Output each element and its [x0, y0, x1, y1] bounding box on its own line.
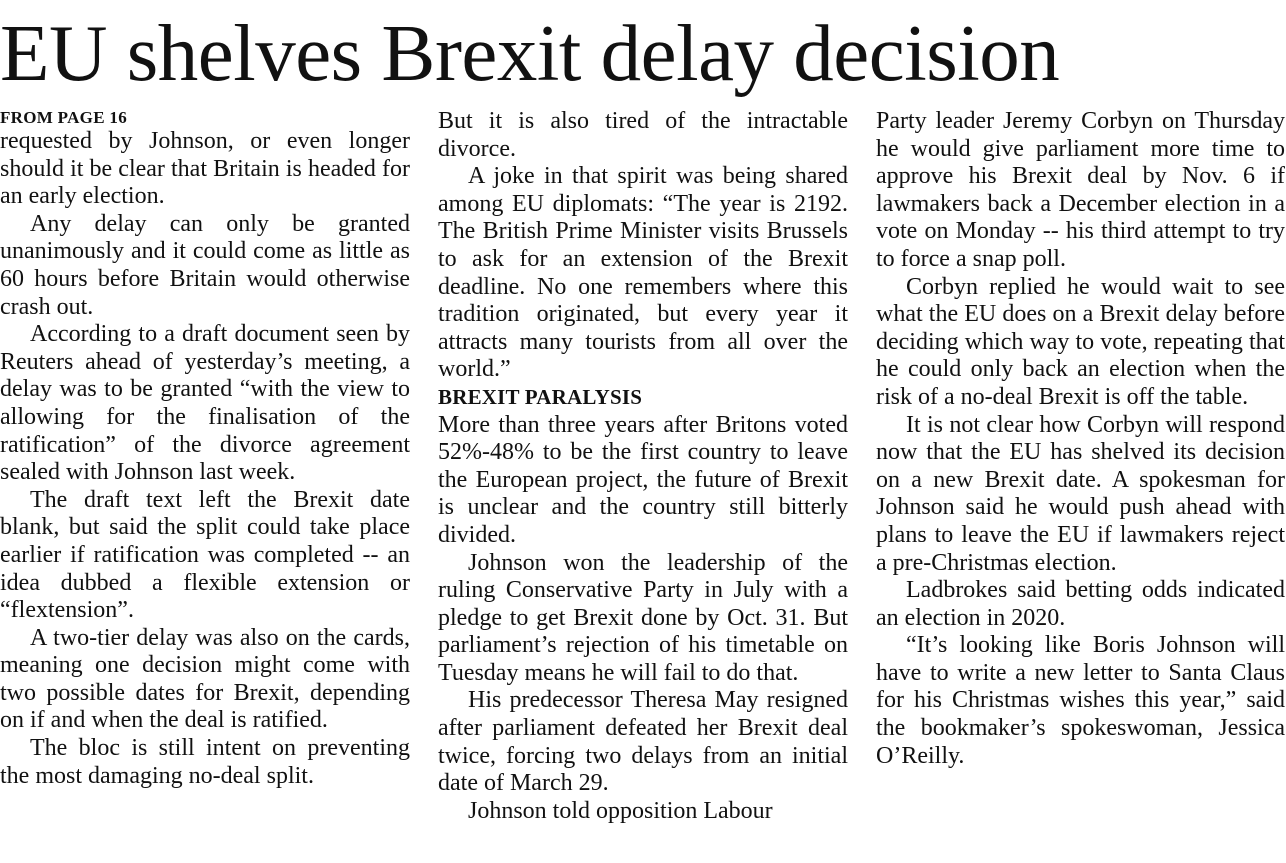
- paragraph: It is not clear how Corbyn will respond now that the EU has shelved its decision on a new Brexit date. A spokesman for Johnson said he would push ahead with plans to leave the EU if lawmakers reject a pre-Christmas election.: [876, 411, 1285, 576]
- paragraph: His predecessor Theresa May resigned after parliament defeated her Brexit deal twice, forcing two delays from an initial date of March 29.: [438, 687, 848, 797]
- paragraph: More than three years after Britons voted 52%-48% to be the first country to leave the European project, the future of Brexit is unclear and the country still bitterly divided.: [438, 411, 848, 548]
- paragraph: “It’s looking like Boris Johnson will have to write a new letter to Santa Claus for his Christmas wishes this year,” said the bookmaker’s spokeswoman, Jessica O’Reilly.: [876, 632, 1285, 769]
- paragraph: The bloc is still intent on preventing the most damaging no-deal split.: [0, 735, 410, 789]
- paragraph: requested by Johnson, or even longer should it be clear that Britain is headed for an early election.: [0, 128, 410, 210]
- paragraph: A two-tier delay was also on the cards, meaning one decision might come with two possible dates for Brexit, depending on if and when the deal is ratified.: [0, 624, 410, 734]
- paragraph: Party leader Jeremy Corbyn on Thursday he would give parliament more time to approve his Brexit deal by Nov. 6 if lawmakers back a December election in a vote on Monday -- his third attempt to try to force a snap poll.: [876, 108, 1285, 272]
- subhead: BREXIT PARALYSIS: [438, 384, 643, 409]
- paragraph: The draft text left the Brexit date blank, but said the split could take place earlier if ratification was completed -- an idea dubbed a flexible extension or “flextension”.: [0, 486, 410, 624]
- paragraph: Ladbrokes said betting odds indicated an election in 2020.: [876, 577, 1285, 631]
- paragraph: Any delay can only be granted unanimously and it could come as little as 60 hours before Britain would otherwise crash out.: [0, 210, 410, 320]
- paragraph: A joke in that spirit was being shared among EU diplomats: “The year is 2192. The British Prime Minister visits Brussels to ask for an extension of the Brexit deadline. No one remembers where this tradition originated, but every year it attracts many tourists from all over the world.”: [438, 163, 848, 383]
- article-column-2: [438, 108, 848, 863]
- article-column-3: [876, 108, 1285, 863]
- paragraph: Corbyn replied he would wait to see what the EU does on a Brexit delay before deciding which way to vote, repeating that he could only back an election when the risk of a no-deal Brexit is off the table.: [876, 273, 1285, 410]
- paragraph: But it is also tired of the intractable divorce.: [438, 108, 848, 162]
- paragraph: According to a draft document seen by Reuters ahead of yesterday’s meeting, a delay was to be granted “with the view to allowing for the finalisation of the ratification” of the divorce agreement sealed with Johnson last week.: [0, 321, 410, 486]
- continued-from-label: FROM PAGE 16: [0, 108, 127, 127]
- paragraph: Johnson told opposition Labour: [468, 797, 773, 824]
- article-column-1: [0, 108, 410, 863]
- headline: EU shelves Brexit delay decision: [0, 8, 1060, 98]
- paragraph: Johnson won the leadership of the ruling Conservative Party in July with a pledge to get Brexit done by Oct. 31. But parliament’s rejection of his timetable on Tuesday means he will fail to do that.: [438, 549, 848, 686]
